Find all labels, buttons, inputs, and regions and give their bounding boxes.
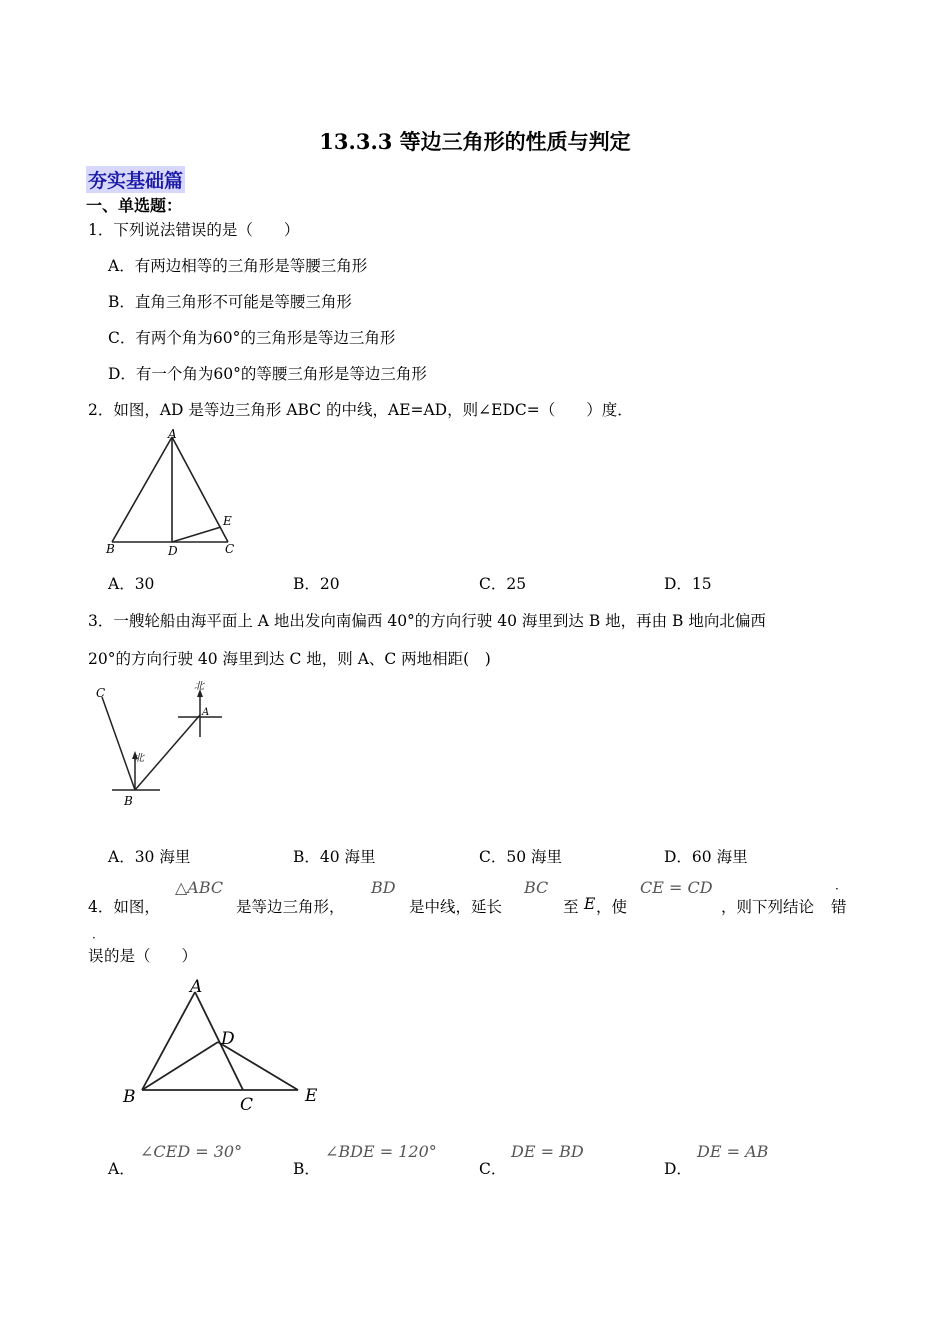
q4-option-d-expr: DE = AB <box>697 1142 769 1161</box>
q3-stem-line2: 20°的方向行驶 40 海里到达 C 地，则 A、C 两地相距( ) <box>88 650 491 668</box>
q4-option-a-letter: A． <box>108 1160 135 1178</box>
q4-option-c-letter: C． <box>479 1160 507 1178</box>
q4-emphasis-dot-2: · <box>92 931 96 945</box>
q3-option-a: A．30 海里 <box>108 848 191 866</box>
q1-option-c: C．有两个角为60°的三角形是等边三角形 <box>108 329 396 347</box>
q2-label-e: E <box>223 514 232 528</box>
q4-stem-part1: 4．如图， <box>88 898 160 916</box>
q4-option-c-expr: DE = BD <box>511 1142 584 1161</box>
q3-label-c: C <box>96 686 106 700</box>
q2-label-d: D <box>168 544 178 558</box>
q4-stem-part4: 至 <box>563 898 579 916</box>
q3-north-label-a: 北 <box>194 681 204 692</box>
q4-option-b-letter: B． <box>293 1160 320 1178</box>
q2-option-c: C．25 <box>479 575 527 593</box>
q4-option-a-expr: ∠CED = 30° <box>140 1142 243 1161</box>
q2-label-b: B <box>106 542 115 556</box>
q4-stem-part2: 是等边三角形， <box>236 898 345 916</box>
q4-stem-part3: 是中线，延长 <box>409 898 503 916</box>
q3-navigation-figure <box>90 675 230 815</box>
q1-option-a: A．有两边相等的三角形是等腰三角形 <box>108 257 368 275</box>
q4-math-ce-cd: CE = CD <box>640 878 713 897</box>
q2-triangle-figure <box>100 425 250 560</box>
section-heading: 夯实基础篇 <box>86 166 185 193</box>
q4-triangle-figure <box>115 970 335 1120</box>
q4-label-d: D <box>221 1029 235 1049</box>
q4-label-b: B <box>123 1087 136 1107</box>
q4-math-triangle-abc: △ABC <box>175 878 224 897</box>
q3-north-label-b: 北 <box>134 753 144 764</box>
q4-stem-part6: ，则下列结论 <box>721 898 815 916</box>
q2-label-c: C <box>225 542 235 556</box>
q3-option-c: C．50 海里 <box>479 848 563 866</box>
q4-label-e: E <box>305 1086 318 1106</box>
q4-point-e: E <box>584 895 596 913</box>
q1-option-d: D．有一个角为60°的等腰三角形是等边三角形 <box>108 365 427 383</box>
q4-emphasis-char-2: 误 <box>88 947 104 965</box>
q4-stem-part7: 的是（ ） <box>104 947 198 965</box>
q4-emphasis-dot-1: · <box>835 882 839 896</box>
q3-label-a: A <box>202 707 210 718</box>
page-title: 13.3.3 等边三角形的性质与判定 <box>319 129 631 154</box>
q4-stem-part5: ，使 <box>596 898 628 916</box>
q3-option-d: D．60 海里 <box>664 848 748 866</box>
q4-option-d-letter: D． <box>664 1160 692 1178</box>
q3-label-b: B <box>124 794 133 808</box>
q2-option-d: D．15 <box>664 575 712 593</box>
q4-option-b-expr: ∠BDE = 120° <box>325 1142 437 1161</box>
q3-option-b: B．40 海里 <box>293 848 376 866</box>
q2-option-a: A．30 <box>108 575 155 593</box>
q2-option-b: B．20 <box>293 575 340 593</box>
q1-stem: 1．下列说法错误的是（ ） <box>88 221 300 239</box>
q4-label-a: A <box>190 977 203 997</box>
q2-label-a: A <box>168 427 177 441</box>
q4-math-bd: BD <box>371 878 396 897</box>
q4-math-bc: BC <box>524 878 549 897</box>
q4-emphasis-char-1: 错 <box>831 898 847 916</box>
question-type-heading: 一、单选题： <box>86 196 183 215</box>
q4-label-c: C <box>240 1095 254 1115</box>
q1-option-b: B．直角三角形不可能是等腰三角形 <box>108 293 352 311</box>
q3-stem-line1: 3．一艘轮船由海平面上 A 地出发向南偏西 40°的方向行驶 40 海里到达 B 地，再由 B 地向北偏西 <box>88 612 766 630</box>
q2-stem: 2．如图，AD 是等边三角形 ABC 的中线，AE=AD，则∠EDC=（ ）度． <box>88 401 633 419</box>
